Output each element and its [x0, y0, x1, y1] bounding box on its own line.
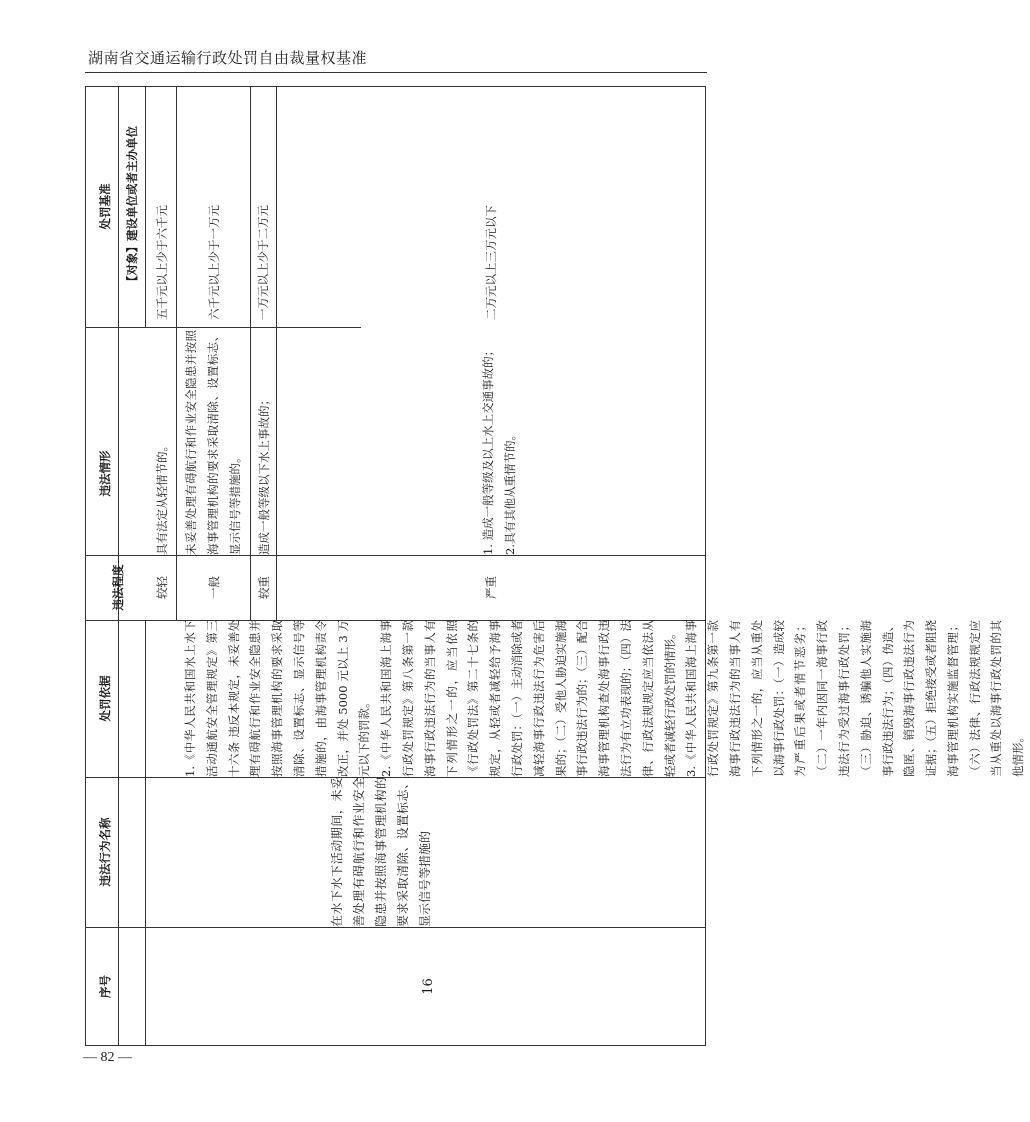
header-divider [85, 72, 707, 73]
circumstance-severe: 1. 造成一般等级及以上水上交通事故的； 2.具有其他从重情节的。 [481, 344, 517, 555]
entry-number: 16 [421, 978, 436, 995]
table-divider [85, 927, 706, 928]
circumstance-general: 未妥善处理有碍航行和作业安全隐患并按照海事管理机构的要求采取清除、设置标志、显示信号等措施的。 [184, 330, 242, 555]
degree-severe: 严重 [484, 576, 498, 599]
degree-general: 一般 [207, 576, 221, 599]
violation-name: 在水下水下活动期间，未妥善处理有碍航行和作业安全隐患并按照海事管理机构的要求采取清除、设置标志、显示信号等措施的 [330, 777, 432, 927]
table-divider [176, 86, 177, 620]
header-target: 【对象】建设单位或者主办单位 [125, 126, 139, 287]
basis-item-2: 2.《中华人民共和国海上海事行政处罚规定》第八条第一款 海事行政违法行为的当事人有下列情形之一的，应当依照《行政处罚法》第二十七条的规定，从轻或者减轻给予海事行政处罚：（一）主动消除或者减轻海事行政违法行为危害后果的；（二）受他人胁迫实施海事行政违法行为的；（三）配合海事管理机构查处海事行政违法行为有立功表现的；（四）法律、行政法规规定应当依法从轻或者减轻行政处罚的情形。 [379, 620, 677, 777]
table-divider [145, 620, 146, 1046]
header-degree: 违法程度 [111, 564, 125, 611]
table-divider [85, 327, 361, 328]
page-header-title: 湖南省交通运输行政处罚自由裁量权基准 [88, 49, 368, 67]
penalty-general: 六千元以上少于一万元 [207, 205, 221, 320]
basis-item-3: 3.《中华人民共和国海上海事行政处罚规定》第九条第一款 海事行政违法行为的当事人有下列情形之一的，应当从重处以海事行政处罚：（一）造成较为严重后果或者情节恶劣；（二）一年内因同一海事行政违法行为受过海事行政处罚；（三）胁迫、诱骗他人实施海事行政违法行为；（四）伪造、隐匿、销毁海事行政违法行为证据；（五）拒绝接受或者阻挠海事管理机构实施监督管理；（六）法律、行政法规规定应当从重处以海事行政处罚的其他情形。 [684, 620, 1026, 777]
circumstance-serious: 造成一般等级以下水上事故的； [257, 394, 271, 555]
basis-item-1: 1.《中华人民共和国水上水下活动通航安全管理规定》第三十六条 违反本规定，未妥善处理有碍航行和作业安全隐患并按照海事管理机构的要求采取清除、设置标志、显示信号等措施的，由海事管理机构责令改正，并处 5000 元以上 3 万元以下的罚款。 [183, 620, 372, 777]
page-number: — 82 — [83, 1050, 132, 1065]
table-divider [145, 86, 146, 327]
circumstance-minor: 具有法定从轻情节的。 [155, 440, 169, 555]
header-circumstance: 违法情形 [98, 450, 112, 497]
penalty-serious: 一万元以上少于二万元 [256, 205, 270, 320]
degree-serious: 较重 [257, 576, 271, 599]
table-divider [85, 555, 706, 556]
header-standard: 处罚基准 [98, 183, 112, 230]
penalty-minor: 五千元以上少于六千元 [155, 205, 169, 320]
header-name: 违法行为名称 [98, 817, 112, 887]
degree-minor: 较轻 [155, 576, 169, 599]
header-basis: 处罚依据 [98, 675, 112, 722]
header-seq: 序号 [98, 975, 112, 998]
penalty-severe: 二万元以上三万元以下 [484, 205, 498, 320]
basis-text [180, 620, 1030, 777]
